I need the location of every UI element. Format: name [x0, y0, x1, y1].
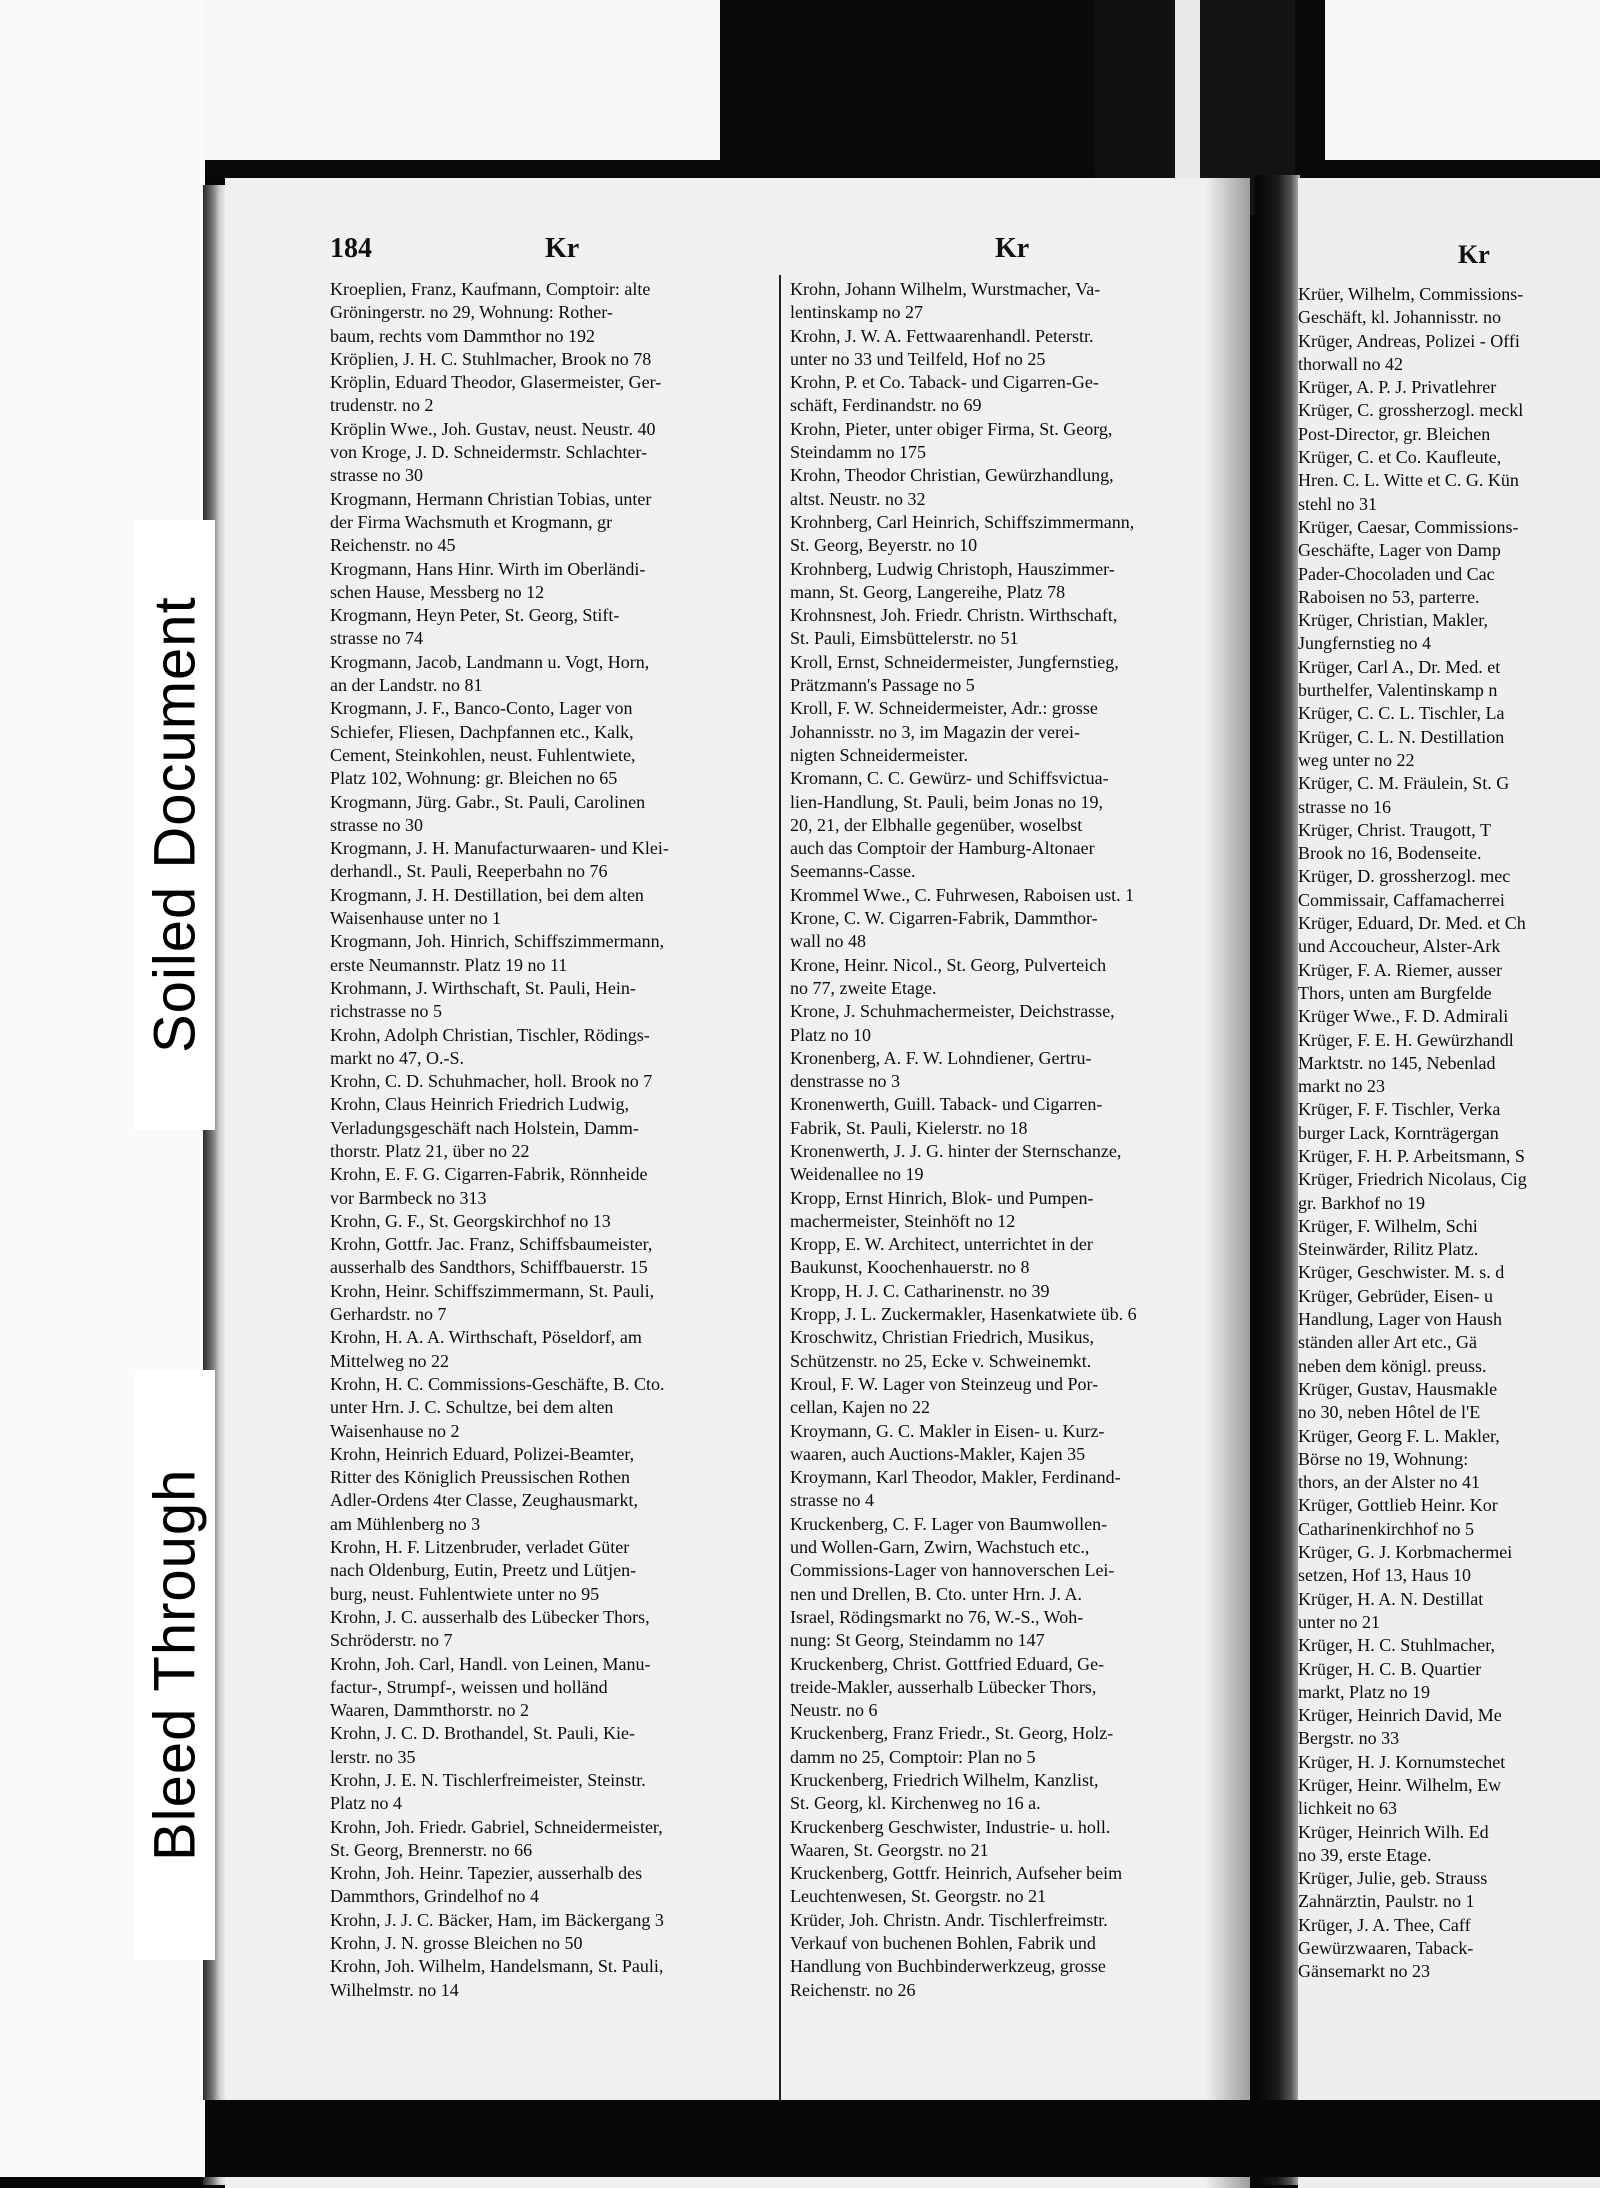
- directory-entry-line: St. Georg, Beyerstr. no 10: [790, 535, 978, 556]
- directory-entry-line: Raboisen no 53, parterre.: [1298, 586, 1480, 607]
- bleed-through-label: Bleed Through: [135, 1370, 215, 1960]
- directory-entry-line: derhandl., St. Pauli, Reeperbahn no 76: [330, 861, 608, 882]
- directory-entry-line: treide-Makler, ausserhalb Lübecker Thors,: [790, 1676, 1097, 1697]
- directory-entry-line: Schiefer, Fliesen, Dachpfannen etc., Kalk,: [330, 721, 634, 742]
- directory-entry-line: Krohn, Theodor Christian, Gewürzhandlung,: [790, 465, 1114, 486]
- directory-entry-line: Catharinenkirchhof no 5: [1298, 1518, 1474, 1539]
- directory-entry-line: Kronenwerth, J. J. G. hinter der Sternschanze,: [790, 1140, 1122, 1161]
- page-header: [225, 233, 1250, 273]
- directory-entry-line: altst. Neustr. no 32: [790, 488, 926, 509]
- directory-entry-line: Baukunst, Koochenhauerstr. no 8: [790, 1257, 1030, 1278]
- directory-entry-line: Platz no 10: [790, 1024, 871, 1045]
- directory-entry-line: Krüger, Gebrüder, Eisen- u: [1298, 1285, 1493, 1306]
- directory-entry-line: Krohn, Gottfr. Jac. Franz, Schiffsbaumeister,: [330, 1234, 653, 1255]
- directory-entry-line: Seemanns-Casse.: [790, 861, 916, 882]
- directory-entry-line: Kruckenberg, Christ. Gottfried Eduard, Ge-: [790, 1653, 1105, 1674]
- directory-entry-line: Krogmann, J. F., Banco-Conto, Lager von: [330, 698, 633, 719]
- directory-entry-line: Mittelweg no 22: [330, 1350, 449, 1371]
- directory-entry-line: Krüger, F. A. Riemer, ausser: [1298, 959, 1503, 980]
- directory-entry-line: Pader-Chocoladen und Cac: [1298, 563, 1495, 584]
- directory-entry-line: Verladungsgeschäft nach Holstein, Damm-: [330, 1117, 639, 1138]
- facing-page-column: [1298, 283, 1598, 1984]
- directory-entry-line: Verkauf von buchenen Bohlen, Fabrik und: [790, 1933, 1096, 1954]
- directory-entry-line: Krohn, H. C. Commissions-Geschäfte, B. Cto.: [330, 1373, 665, 1394]
- directory-entry-line: burg, neust. Fuhlentwiete unter no 95: [330, 1583, 600, 1604]
- directory-entry-line: an der Landstr. no 81: [330, 675, 483, 696]
- directory-entry-line: Prätzmann's Passage no 5: [790, 675, 975, 696]
- directory-entry-line: wall no 48: [790, 931, 866, 952]
- directory-entry-line: Leuchtenwesen, St. Georgstr. no 21: [790, 1886, 1047, 1907]
- directory-entry-line: Krüger, C. L. N. Destillation: [1298, 726, 1505, 747]
- directory-entry-line: Krüger, H. J. Kornumstechet: [1298, 1751, 1506, 1772]
- directory-entry-line: Kröplin, Eduard Theodor, Glasermeister, Ger-: [330, 372, 662, 393]
- directory-entry-line: Fabrik, St. Pauli, Kielerstr. no 18: [790, 1117, 1028, 1138]
- directory-entry-line: Krüger, Caesar, Commissions-: [1298, 516, 1519, 537]
- directory-entry-line: und Accoucheur, Alster-Ark: [1298, 936, 1501, 957]
- soiled-document-label: Soiled Document: [135, 520, 215, 1130]
- directory-entry-line: Kroymann, Karl Theodor, Makler, Ferdinand-: [790, 1467, 1121, 1488]
- directory-entry-line: factur-, Strumpf-, weissen und holländ: [330, 1676, 608, 1697]
- directory-entry-line: Krüger, Geschwister. M. s. d: [1298, 1262, 1505, 1283]
- directory-entry-line: von Kroge, J. D. Schneidermstr. Schlachter-: [330, 442, 648, 463]
- directory-entry-line: Waisenhause no 2: [330, 1420, 460, 1441]
- directory-entry-line: Krüger, F. F. Tischler, Verka: [1298, 1099, 1501, 1120]
- directory-entry-line: strasse no 30: [330, 814, 423, 835]
- directory-entry-line: weg unter no 22: [1298, 749, 1415, 770]
- directory-entry-line: Kronenwerth, Guill. Taback- und Cigarren-: [790, 1094, 1103, 1115]
- left-margin-strip-bottom: [0, 2100, 205, 2177]
- directory-entry-line: Kropp, E. W. Architect, unterrichtet in der: [790, 1234, 1093, 1255]
- directory-entry-line: Post-Director, gr. Bleichen: [1298, 423, 1491, 444]
- directory-entry-line: Krogmann, Heyn Peter, St. Georg, Stift-: [330, 605, 620, 626]
- directory-entry-line: Krohn, P. et Co. Taback- und Cigarren-Ge-: [790, 372, 1099, 393]
- scan-gap: [1175, 0, 1200, 205]
- directory-entry-line: Krüger, Christian, Makler,: [1298, 610, 1489, 631]
- directory-entry-line: lentinskamp no 27: [790, 302, 923, 323]
- directory-entry-line: Waaren, St. Georgstr. no 21: [790, 1839, 989, 1860]
- directory-entry-line: Krohnberg, Carl Heinrich, Schiffszimmermann,: [790, 511, 1135, 532]
- directory-entry-line: Zahnärztin, Paulstr. no 1: [1298, 1891, 1475, 1912]
- directory-entry-line: lien-Handlung, St. Pauli, beim Jonas no 19,: [790, 791, 1103, 812]
- directory-entry-line: strasse no 4: [790, 1490, 874, 1511]
- directory-entry-line: schäft, Ferdinandstr. no 69: [790, 395, 982, 416]
- directory-entry-line: Kruckenberg Geschwister, Industrie- u. holl.: [790, 1816, 1111, 1837]
- directory-entry-line: Börse no 19, Wohnung:: [1298, 1448, 1469, 1469]
- directory-entry-line: baum, rechts vom Dammthor no 192: [330, 325, 595, 346]
- directory-entry-line: no 77, zweite Etage.: [790, 977, 937, 998]
- directory-entry-line: Kroymann, G. C. Makler in Eisen- u. Kurz-: [790, 1420, 1105, 1441]
- directory-entry-line: Marktstr. no 145, Nebenlad: [1298, 1052, 1496, 1073]
- directory-entry-line: Krüger, Andreas, Polizei - Offi: [1298, 330, 1520, 351]
- directory-entry-line: Krohn, J. E. N. Tischlerfreimeister, Steinstr.: [330, 1770, 646, 1790]
- directory-entry-line: Krüger, F. E. H. Gewürzhandl: [1298, 1029, 1514, 1050]
- directory-entry-line: Thors, unten am Burgfelde: [1298, 982, 1492, 1003]
- right-column: [790, 278, 1240, 2002]
- directory-entry-line: Krogmann, Jacob, Landmann u. Vogt, Horn,: [330, 651, 650, 672]
- directory-entry-line: damm no 25, Comptoir: Plan no 5: [790, 1746, 1036, 1767]
- directory-entry-line: Kropp, J. L. Zuckermakler, Hasenkatwiete üb. 6: [790, 1304, 1137, 1325]
- directory-entry-line: Krohn, J. N. grosse Bleichen no 50: [330, 1933, 583, 1954]
- directory-entry-line: Kruckenberg, Friedrich Wilhelm, Kanzlist,: [790, 1770, 1099, 1790]
- directory-entry-line: Krogmann, Hermann Christian Tobias, unter: [330, 488, 652, 509]
- directory-entry-line: Reichenstr. no 45: [330, 535, 456, 556]
- directory-entry-line: Krüger, H. C. Stuhlmacher,: [1298, 1635, 1496, 1656]
- directory-entry-line: am Mühlenberg no 3: [330, 1513, 481, 1534]
- page-number: 184: [330, 233, 372, 264]
- directory-entry-line: Krogmann, Jürg. Gabr., St. Pauli, Carolinen: [330, 791, 646, 812]
- directory-entry-line: no 39, erste Etage.: [1298, 1844, 1432, 1865]
- directory-entry-line: markt no 23: [1298, 1076, 1385, 1097]
- directory-entry-line: Kruckenberg, C. F. Lager von Baumwollen-: [790, 1513, 1108, 1534]
- directory-entry-line: Krüger Wwe., F. D. Admirali: [1298, 1006, 1509, 1027]
- directory-entry-line: Krüger, Heinrich Wilh. Ed: [1298, 1821, 1489, 1842]
- directory-entry-line: nung: St Georg, Steindamm no 147: [790, 1630, 1045, 1651]
- directory-entry-line: markt no 47, O.-S.: [330, 1047, 464, 1068]
- directory-entry-line: Neustr. no 6: [790, 1700, 878, 1721]
- directory-entry-line: Krohn, Adolph Christian, Tischler, Rödings-: [330, 1024, 650, 1045]
- directory-entry-line: Kroschwitz, Christian Friedrich, Musikus,: [790, 1327, 1094, 1348]
- directory-entry-line: Weidenallee no 19: [790, 1164, 924, 1185]
- directory-entry-line: Gerhardstr. no 7: [330, 1304, 447, 1325]
- directory-entry-line: stehl no 31: [1298, 493, 1377, 514]
- directory-entry-line: Krüger, D. grossherzogl. mec: [1298, 866, 1511, 887]
- directory-entry-line: und Wollen-Garn, Zwirn, Wachstuch etc.,: [790, 1537, 1090, 1558]
- directory-entry-line: St. Georg, Brennerstr. no 66: [330, 1839, 533, 1860]
- directory-entry-line: Krohnsnest, Joh. Friedr. Christn. Wirthschaft,: [790, 605, 1118, 626]
- directory-entry-line: Bergstr. no 33: [1298, 1728, 1400, 1749]
- directory-entry-line: Krüger, J. A. Thee, Caff: [1298, 1914, 1471, 1935]
- facing-page-edge: [1255, 175, 1300, 2185]
- directory-entry-line: Gänsemarkt no 23: [1298, 1961, 1430, 1982]
- directory-entry-line: cellan, Kajen no 22: [790, 1397, 930, 1418]
- directory-entry-line: nen und Drellen, B. Cto. unter Hrn. J. A.: [790, 1583, 1082, 1604]
- directory-entry-line: strasse no 30: [330, 465, 423, 486]
- directory-entry-line: Kropp, Ernst Hinrich, Blok- und Pumpen-: [790, 1187, 1094, 1208]
- directory-entry-line: Krüger, C. grossherzogl. meckl: [1298, 400, 1524, 421]
- directory-entry-line: Johannisstr. no 3, im Magazin der verei-: [790, 721, 1080, 742]
- directory-entry-line: St. Pauli, Eimsbüttelerstr. no 51: [790, 628, 1019, 649]
- directory-entry-line: Krüger, Julie, geb. Strauss: [1298, 1868, 1488, 1889]
- directory-entry-line: Krohn, Joh. Heinr. Tapezier, ausserhalb des: [330, 1863, 643, 1884]
- directory-entry-line: Handlung von Buchbinderwerkzeug, grosse: [790, 1956, 1106, 1977]
- directory-entry-line: Kroul, F. W. Lager von Steinzeug und Por-: [790, 1373, 1099, 1394]
- directory-entry-line: thorwall no 42: [1298, 353, 1403, 374]
- directory-entry-line: Kroll, F. W. Schneidermeister, Adr.: grosse: [790, 698, 1098, 719]
- directory-entry-line: Krone, C. W. Cigarren-Fabrik, Dammthor-: [790, 908, 1098, 929]
- scan-background-light-right: [1325, 0, 1600, 160]
- directory-entry-line: Krohn, Joh. Friedr. Gabriel, Schneidermeister,: [330, 1816, 663, 1837]
- directory-entry-line: Commissair, Caffamacherrei: [1298, 889, 1505, 910]
- directory-entry-line: Krüger, Georg F. L. Makler,: [1298, 1425, 1500, 1446]
- directory-entry-line: Krohn, C. D. Schuhmacher, holl. Brook no 7: [330, 1071, 653, 1092]
- directory-entry-line: Krohn, J. C. D. Brothandel, St. Pauli, Kie-: [330, 1723, 635, 1744]
- directory-entry-line: richstrasse no 5: [330, 1001, 442, 1022]
- directory-entry-line: Krüger, Gustav, Hausmakle: [1298, 1378, 1498, 1399]
- directory-entry-line: Krüder, Joh. Christn. Andr. Tischlerfreimstr.: [790, 1909, 1108, 1930]
- directory-entry-line: Geschäft, kl. Johannisstr. no: [1298, 307, 1501, 328]
- directory-entry-line: 20, 21, der Elbhalle gegenüber, woselbst: [790, 814, 1083, 835]
- directory-entry-line: ausserhalb des Sandthors, Schiffbauerstr. 15: [330, 1257, 648, 1278]
- directory-entry-line: Geschäfte, Lager von Damp: [1298, 540, 1501, 561]
- directory-entry-line: Kruckenberg, Franz Friedr., St. Georg, Holz-: [790, 1723, 1114, 1744]
- gutter-shadow: [1205, 178, 1250, 2188]
- directory-entry-line: Israel, Rödingsmarkt no 76, W.-S., Woh-: [790, 1606, 1084, 1627]
- directory-entry-line: Krüer, Wilhelm, Commissions-: [1298, 284, 1524, 304]
- directory-entry-line: unter no 33 und Teilfeld, Hof no 25: [790, 348, 1046, 369]
- left-column: [330, 278, 780, 2002]
- directory-entry-line: Krohn, Joh. Carl, Handl. von Leinen, Manu-: [330, 1653, 651, 1674]
- directory-entry-line: Gewürzwaaren, Taback-: [1298, 1938, 1474, 1959]
- directory-entry-line: Krohn, J. C. ausserhalb des Lübecker Thors,: [330, 1606, 650, 1627]
- directory-entry-line: Krohn, G. F., St. Georgskirchhof no 13: [330, 1210, 611, 1231]
- directory-entry-line: markt, Platz no 19: [1298, 1681, 1430, 1702]
- directory-entry-line: neben dem königl. preuss.: [1298, 1355, 1487, 1376]
- directory-entry-line: Krohn, Claus Heinrich Friedrich Ludwig,: [330, 1094, 629, 1115]
- directory-entry-line: nach Oldenburg, Eutin, Preetz und Lütjen-: [330, 1560, 637, 1581]
- directory-entry-line: Steinwärder, Rilitz Platz.: [1298, 1239, 1479, 1260]
- directory-entry-line: Schützenstr. no 25, Ecke v. Schweinemkt.: [790, 1350, 1092, 1371]
- directory-entry-line: Krüger, F. H. P. Arbeitsmann, S: [1298, 1145, 1525, 1166]
- directory-entry-line: Krüger, Heinr. Wilhelm, Ew: [1298, 1775, 1502, 1795]
- directory-entry-line: strasse no 74: [330, 628, 423, 649]
- directory-entry-line: Krüger, Gottlieb Heinr. Kor: [1298, 1495, 1498, 1516]
- directory-entry-line: Krohn, J. J. C. Bäcker, Ham, im Bäckergang 3: [330, 1909, 664, 1930]
- running-head-right: Kr: [995, 233, 1030, 264]
- directory-entry-line: Krohn, E. F. G. Cigarren-Fabrik, Rönnheide: [330, 1164, 648, 1185]
- directory-entry-line: lichkeit no 63: [1298, 1798, 1397, 1819]
- directory-entry-line: trudenstr. no 2: [330, 395, 434, 416]
- directory-entry-line: Platz 102, Wohnung: gr. Bleichen no 65: [330, 768, 618, 789]
- directory-entry-line: lerstr. no 35: [330, 1746, 416, 1767]
- directory-entry-line: Commissions-Lager von hannoverschen Lei-: [790, 1560, 1115, 1581]
- directory-entry-line: Brook no 16, Bodenseite.: [1298, 843, 1482, 864]
- directory-entry-line: nigten Schneidermeister.: [790, 744, 968, 765]
- directory-entry-line: Gröningerstr. no 29, Wohnung: Rother-: [330, 302, 613, 323]
- directory-entry-line: Kröplien, J. H. C. Stuhlmacher, Brook no 78: [330, 348, 652, 369]
- directory-entry-line: Krogmann, J. H. Destillation, bei dem alten: [330, 884, 644, 905]
- directory-page: [225, 178, 1250, 2188]
- directory-entry-line: Ritter des Königlich Preussischen Rothen: [330, 1467, 630, 1488]
- directory-entry-line: erste Neumannstr. Platz 19 no 11: [330, 954, 568, 975]
- directory-entry-line: Krohn, Heinr. Schiffszimmermann, St. Pauli,: [330, 1280, 655, 1301]
- directory-entry-line: no 30, neben Hôtel de l'E: [1298, 1402, 1481, 1423]
- directory-entry-line: schen Hause, Messberg no 12: [330, 581, 545, 602]
- directory-entry-line: Jungfernstieg no 4: [1298, 633, 1431, 654]
- directory-entry-line: Krüger, Friedrich Nicolaus, Cig: [1298, 1169, 1527, 1190]
- directory-entry-line: Krüger, H. A. N. Destillat: [1298, 1588, 1484, 1609]
- directory-entry-line: Krüger, Christ. Traugott, T: [1298, 819, 1491, 840]
- directory-entry-line: der Firma Wachsmuth et Krogmann, gr: [330, 511, 613, 532]
- directory-entry-line: Kruckenberg, Gottfr. Heinrich, Aufseher beim: [790, 1863, 1123, 1884]
- directory-entry-line: Krohn, Heinrich Eduard, Polizei-Beamter,: [330, 1443, 635, 1464]
- directory-entry-line: strasse no 16: [1298, 796, 1391, 817]
- directory-entry-line: waaren, auch Auctions-Makler, Kajen 35: [790, 1443, 1086, 1464]
- directory-entry-line: St. Georg, kl. Kirchenweg no 16 a.: [790, 1793, 1041, 1814]
- directory-entry-line: Krommel Wwe., C. Fuhrwesen, Raboisen ust. 1: [790, 884, 1135, 905]
- directory-entry-line: Krone, J. Schuhmachermeister, Deichstrasse,: [790, 1001, 1115, 1022]
- directory-entry-line: Hren. C. L. Witte et C. G. Kün: [1298, 470, 1519, 491]
- directory-entry-line: Krüger, C. M. Fräulein, St. G: [1298, 773, 1510, 794]
- directory-entry-line: thors, an der Alster no 41: [1298, 1472, 1480, 1493]
- directory-entry-line: Krogmann, J. H. Manufacturwaaren- und Klei-: [330, 838, 669, 859]
- directory-entry-line: Krüger, Carl A., Dr. Med. et: [1298, 656, 1501, 677]
- directory-entry-line: Krogmann, Joh. Hinrich, Schiffszimmermann,: [330, 931, 665, 952]
- directory-entry-line: Kroll, Ernst, Schneidermeister, Jungfernstieg,: [790, 651, 1119, 672]
- facing-page: [1298, 178, 1600, 2188]
- directory-entry-line: auch das Comptoir der Hamburg-Altonaer: [790, 838, 1095, 859]
- directory-entry-line: Krohn, J. W. A. Fettwaarenhandl. Peterstr.: [790, 325, 1094, 346]
- directory-entry-line: Kropp, H. J. C. Catharinenstr. no 39: [790, 1280, 1050, 1301]
- directory-entry-line: Steindamm no 175: [790, 442, 926, 463]
- directory-entry-line: Krüger, C. et Co. Kaufleute,: [1298, 447, 1502, 468]
- directory-entry-line: unter Hrn. J. C. Schultze, bei dem alten: [330, 1397, 614, 1418]
- directory-entry-line: Handlung, Lager von Haush: [1298, 1309, 1502, 1330]
- directory-entry-line: Krüger, Heinrich David, Me: [1298, 1705, 1502, 1726]
- directory-entry-line: Schröderstr. no 7: [330, 1630, 453, 1651]
- directory-entry-line: thorstr. Platz 21, über no 22: [330, 1140, 530, 1161]
- directory-entry-line: Wilhelmstr. no 14: [330, 1979, 459, 2000]
- directory-entry-line: burger Lack, Kornträgergan: [1298, 1122, 1499, 1143]
- directory-entry-line: Kromann, C. C. Gewürz- und Schiffsvictua-: [790, 768, 1109, 789]
- directory-entry-line: machermeister, Steinhöft no 12: [790, 1210, 1016, 1231]
- directory-entry-line: Krone, Heinr. Nicol., St. Georg, Pulverteich: [790, 954, 1107, 975]
- directory-entry-line: Waaren, Dammthorstr. no 2: [330, 1700, 530, 1721]
- directory-entry-line: Krüger, A. P. J. Privatlehrer: [1298, 377, 1497, 398]
- directory-entry-line: mann, St. Georg, Langereihe, Platz 78: [790, 581, 1066, 602]
- directory-entry-line: Krohnberg, Ludwig Christoph, Hauszimmer-: [790, 558, 1115, 579]
- directory-entry-line: Krohmann, J. Wirthschaft, St. Pauli, Hein-: [330, 977, 636, 998]
- directory-entry-line: Krüger, Eduard, Dr. Med. et Ch: [1298, 913, 1526, 934]
- directory-entry-line: Cement, Steinkohlen, neust. Fuhlentwiete,: [330, 744, 636, 765]
- directory-entry-line: Krüger, C. C. L. Tischler, La: [1298, 703, 1505, 724]
- directory-entry-line: Krohn, Joh. Wilhelm, Handelsmann, St. Pauli,: [330, 1956, 664, 1977]
- directory-entry-line: Dammthors, Grindelhof no 4: [330, 1886, 539, 1907]
- directory-entry-line: setzen, Hof 13, Haus 10: [1298, 1565, 1471, 1586]
- directory-entry-line: Krüger, H. C. B. Quartier: [1298, 1658, 1482, 1679]
- directory-entry-line: Waisenhause unter no 1: [330, 908, 501, 929]
- directory-entry-line: Kröplin Wwe., Joh. Gustav, neust. Neustr. 40: [330, 418, 656, 439]
- directory-entry-line: Krohn, H. F. Litzenbruder, verladet Güter: [330, 1537, 630, 1558]
- directory-entry-line: denstrasse no 3: [790, 1071, 900, 1092]
- directory-entry-line: gr. Barkhof no 19: [1298, 1192, 1425, 1213]
- directory-entry-line: Krüger, G. J. Korbmachermei: [1298, 1542, 1513, 1563]
- directory-entry-line: Krohn, Johann Wilhelm, Wurstmacher, Va-: [790, 279, 1101, 299]
- directory-entry-line: burthelfer, Valentinskamp n: [1298, 680, 1498, 701]
- directory-entry-line: Reichenstr. no 26: [790, 1979, 916, 2000]
- directory-entry-line: Kronenberg, A. F. W. Lohndiener, Gertru-: [790, 1047, 1092, 1068]
- directory-entry-line: Kroeplien, Franz, Kaufmann, Comptoir: alte: [330, 279, 651, 299]
- directory-entry-line: ständen aller Art etc., Gä: [1298, 1332, 1477, 1353]
- directory-entry-line: Krohn, H. A. A. Wirthschaft, Pöseldorf, am: [330, 1327, 642, 1348]
- directory-entry-line: Krohn, Pieter, unter obiger Firma, St. Georg,: [790, 418, 1113, 439]
- scan-background-bottom: [0, 2100, 1600, 2177]
- directory-entry-line: vor Barmbeck no 313: [330, 1187, 487, 1208]
- directory-entry-line: unter no 21: [1298, 1611, 1380, 1632]
- directory-entry-line: Krogmann, Hans Hinr. Wirth im Oberländi-: [330, 558, 646, 579]
- running-head-left: Kr: [545, 233, 580, 264]
- directory-entry-line: Krüger, F. Wilhelm, Schi: [1298, 1215, 1478, 1236]
- directory-entry-line: Adler-Ordens 4ter Classe, Zeughausmarkt,: [330, 1490, 639, 1511]
- directory-entry-line: Platz no 4: [330, 1793, 402, 1814]
- facing-page-running-head: Kr: [1458, 240, 1490, 269]
